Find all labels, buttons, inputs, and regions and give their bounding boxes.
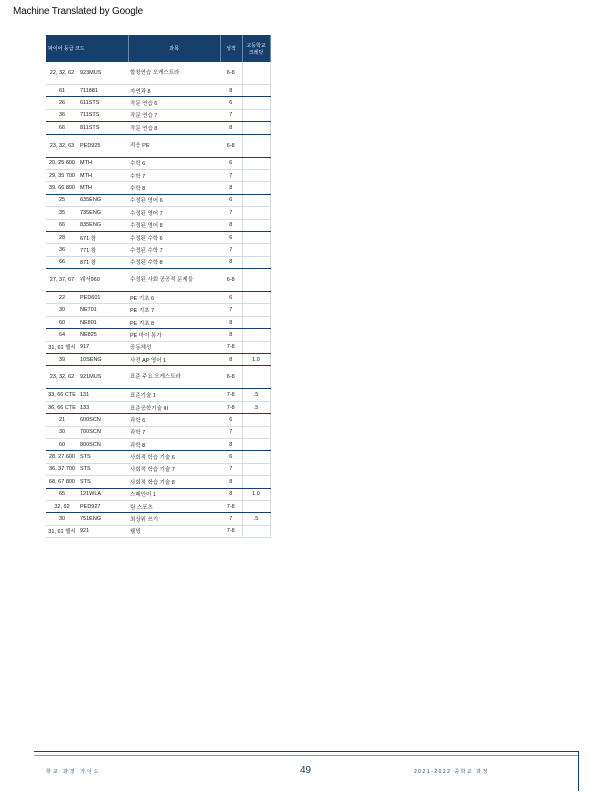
title-cell: 스페인어 1 <box>128 488 220 500</box>
table-row <box>46 354 270 366</box>
title-cell: 표준 주요 오케스트라 <box>128 366 220 389</box>
title-cell: 최상위 쓰기 <box>128 513 220 525</box>
code-cell: 635ENG <box>78 194 128 206</box>
code-cell: STS <box>78 451 128 463</box>
level-cell: 6-8 <box>220 366 242 389</box>
page-number: 49 <box>300 765 312 776</box>
level-cell: 8 <box>220 354 242 366</box>
title-cell: 사회적 학습 기술 6 <box>128 451 220 463</box>
code-cell: 771 참 <box>78 244 128 256</box>
table-row <box>46 134 270 157</box>
level-cell: 6 <box>220 414 242 426</box>
credit-cell <box>242 292 270 304</box>
credit-cell: .5 <box>242 389 270 401</box>
credit-cell <box>242 451 270 463</box>
credit-cell <box>242 366 270 389</box>
code-cell: NE825 <box>78 329 128 341</box>
credit-cell <box>242 97 270 109</box>
table-row <box>46 207 270 219</box>
code-cell: MTH <box>78 182 128 194</box>
level-cell: 8 <box>220 182 242 194</box>
grade-cell: 36 <box>46 244 78 256</box>
credit-cell <box>242 316 270 328</box>
credit-cell <box>242 85 270 97</box>
level-cell: 7 <box>220 463 242 475</box>
grade-cell: 30 <box>46 513 78 525</box>
grade-cell: 66 <box>46 219 78 231</box>
credit-cell <box>242 304 270 316</box>
level-cell: 8 <box>220 438 242 450</box>
table-row <box>46 513 270 525</box>
credit-cell <box>242 341 270 353</box>
level-cell: 7-8 <box>220 401 242 413</box>
table-row <box>46 451 270 463</box>
footer-rule-secondary <box>34 755 578 756</box>
table-row <box>46 109 270 121</box>
title-cell: PE 기초 7 <box>128 304 220 316</box>
credit-cell: 1.0 <box>242 354 270 366</box>
level-cell: 6-8 <box>220 62 242 85</box>
code-cell: MTH <box>78 157 128 169</box>
grade-cell: 68, 67 800 <box>46 476 78 488</box>
title-cell: 공동체성 <box>128 341 220 353</box>
footer-left-text: 학교 과정 가이드 <box>46 769 101 775</box>
level-cell: 7-8 <box>220 500 242 512</box>
footer-right-text: 2021-2022 중학교 과정 <box>414 769 489 775</box>
code-cell: 751ENG <box>78 513 128 525</box>
level-cell: 8 <box>220 476 242 488</box>
credit-cell: 1.0 <box>242 488 270 500</box>
grade-cell: 39 <box>46 354 78 366</box>
table-row <box>46 463 270 475</box>
credit-cell <box>242 463 270 475</box>
table-row <box>46 269 270 292</box>
title-cell: 수학 8 <box>128 182 220 194</box>
code-cell: 923MUS <box>78 62 128 85</box>
credit-cell: .5 <box>242 513 270 525</box>
code-cell: 921MUS <box>78 366 128 389</box>
code-cell: 871 참 <box>78 256 128 268</box>
credit-cell <box>242 414 270 426</box>
title-cell: 수학 6 <box>128 157 220 169</box>
grade-cell: 23, 32, 62 <box>46 366 78 389</box>
credit-cell <box>242 109 270 121</box>
code-cell: 10SENG <box>78 354 128 366</box>
course-table <box>46 35 271 538</box>
credit-cell <box>242 438 270 450</box>
table-row <box>46 401 270 413</box>
header-grade-code: 파이어 등급 코드 <box>46 35 128 62</box>
code-cell: 711STS <box>78 109 128 121</box>
title-cell: 과학 7 <box>128 426 220 438</box>
level-cell: 7 <box>220 304 242 316</box>
table-row <box>46 231 270 243</box>
level-cell: 8 <box>220 488 242 500</box>
credit-cell <box>242 231 270 243</box>
code-cell: STS <box>78 463 128 475</box>
table-row <box>46 244 270 256</box>
code-cell: 131 <box>78 389 128 401</box>
code-cell: 600SCN <box>78 414 128 426</box>
table-header-row <box>46 35 270 62</box>
title-cell: 수정된 사회 공공적 문제들 <box>128 269 220 292</box>
level-cell: 8 <box>220 256 242 268</box>
grade-cell: 61 <box>46 85 78 97</box>
code-cell: PED925 <box>78 134 128 157</box>
credit-cell <box>242 476 270 488</box>
title-cell: 표준기술 1 <box>128 389 220 401</box>
code-cell: 웨서960 <box>78 269 128 292</box>
table-row <box>46 414 270 426</box>
level-cell: 6 <box>220 194 242 206</box>
header-credit: 고등학교 크레딧 <box>242 35 270 62</box>
title-cell: PE 기초 8 <box>128 316 220 328</box>
level-cell: 7 <box>220 426 242 438</box>
credit-cell <box>242 194 270 206</box>
credit-cell <box>242 62 270 85</box>
table-row <box>46 256 270 268</box>
title-cell: 수정된 영어 8 <box>128 219 220 231</box>
table-row <box>46 62 270 85</box>
level-cell: 6 <box>220 157 242 169</box>
credit-cell <box>242 134 270 157</box>
code-cell: 921 <box>78 525 128 537</box>
level-cell: 6-8 <box>220 269 242 292</box>
grade-cell: 27, 37, 67 <box>46 269 78 292</box>
level-cell: 8 <box>220 122 242 134</box>
code-cell: NE801 <box>78 316 128 328</box>
title-cell: PE 기초 6 <box>128 292 220 304</box>
code-cell: 735ENG <box>78 207 128 219</box>
grade-cell: 26 <box>46 97 78 109</box>
header-level: 성적 <box>220 35 242 62</box>
table-row <box>46 500 270 512</box>
level-cell: 6 <box>220 231 242 243</box>
level-cell: 6-8 <box>220 134 242 157</box>
grade-cell: 33, 66 CTE <box>46 389 78 401</box>
grade-cell: 60 <box>46 438 78 450</box>
title-cell: 적응 PE <box>128 134 220 157</box>
table-row <box>46 316 270 328</box>
credit-cell <box>242 329 270 341</box>
code-cell: STS <box>78 476 128 488</box>
grade-cell: 35 <box>46 207 78 219</box>
level-cell: 7-8 <box>220 341 242 353</box>
code-cell: 671 참 <box>78 231 128 243</box>
level-cell: 7 <box>220 109 242 121</box>
footer-vertical-rule <box>578 751 579 791</box>
grade-cell: 31, 61 헬서 <box>46 525 78 537</box>
credit-cell <box>242 219 270 231</box>
code-cell: 917 <box>78 341 128 353</box>
title-cell: 수정된 수학 7 <box>128 244 220 256</box>
table-row <box>46 85 270 97</box>
title-cell: 사회적 학습 기술 8 <box>128 476 220 488</box>
level-cell: 7 <box>220 169 242 181</box>
level-cell: 7-8 <box>220 389 242 401</box>
grade-cell: 65 <box>46 488 78 500</box>
level-cell: 6 <box>220 451 242 463</box>
grade-cell: 36 <box>46 109 78 121</box>
table-row <box>46 329 270 341</box>
title-cell: 사전 AP 영어 1 <box>128 354 220 366</box>
title-cell: 과학 8 <box>128 438 220 450</box>
level-cell: 7-8 <box>220 525 242 537</box>
table-row <box>46 438 270 450</box>
title-cell: PE 마이 통가 <box>128 329 220 341</box>
grade-cell: 21 <box>46 414 78 426</box>
level-cell: 8 <box>220 85 242 97</box>
title-cell: 작문 연습 8 <box>128 122 220 134</box>
grade-cell: 28, 27 600 <box>46 451 78 463</box>
grade-cell: 20, 25 600 <box>46 157 78 169</box>
credit-cell <box>242 426 270 438</box>
credit-cell <box>242 244 270 256</box>
level-cell: 7 <box>220 244 242 256</box>
level-cell: 8 <box>220 329 242 341</box>
title-cell: 과학 6 <box>128 414 220 426</box>
table-body <box>46 62 270 538</box>
title-cell: 자연과 8 <box>128 85 220 97</box>
grade-cell: 31, 61 헬서 <box>46 341 78 353</box>
title-cell: 수학 7 <box>128 169 220 181</box>
code-cell: PED601 <box>78 292 128 304</box>
grade-cell: 64 <box>46 329 78 341</box>
table-row <box>46 122 270 134</box>
grade-cell: 28 <box>46 231 78 243</box>
title-cell: 작문 연습 7 <box>128 109 220 121</box>
grade-cell: 22, 32, 62 <box>46 62 78 85</box>
table-row <box>46 219 270 231</box>
credit-cell <box>242 157 270 169</box>
grade-cell: 39, 66 800 <box>46 182 78 194</box>
table-row <box>46 169 270 181</box>
code-cell: 835ENG <box>78 219 128 231</box>
code-cell: NE701 <box>78 304 128 316</box>
grade-cell: 32, 62 <box>46 500 78 512</box>
title-cell: 수정된 수학 6 <box>128 231 220 243</box>
footer-rule <box>34 751 578 752</box>
table-row <box>46 366 270 389</box>
code-cell: 611STS <box>78 97 128 109</box>
table-row <box>46 341 270 353</box>
level-cell: 6 <box>220 97 242 109</box>
level-cell: 7 <box>220 207 242 219</box>
code-cell: 711881 <box>78 85 128 97</box>
credit-cell <box>242 256 270 268</box>
table-row <box>46 97 270 109</box>
grade-cell: 66 <box>46 122 78 134</box>
table-row <box>46 426 270 438</box>
table-row <box>46 389 270 401</box>
title-cell: 합창연습 오케스트라 <box>128 62 220 85</box>
title-cell: 수정된 영어 6 <box>128 194 220 206</box>
level-cell: 6 <box>220 292 242 304</box>
grade-cell: 22 <box>46 292 78 304</box>
title-cell: 표준공학기술 III <box>128 401 220 413</box>
credit-cell <box>242 122 270 134</box>
credit-cell <box>242 500 270 512</box>
table-row <box>46 488 270 500</box>
level-cell: 8 <box>220 219 242 231</box>
credit-cell <box>242 207 270 219</box>
grade-cell: 30 <box>46 426 78 438</box>
grade-cell: 25 <box>46 194 78 206</box>
title-cell: 웰빙 <box>128 525 220 537</box>
credit-cell <box>242 169 270 181</box>
table-row <box>46 194 270 206</box>
translation-banner: Machine Translated by Google <box>13 6 144 17</box>
code-cell: 811STS <box>78 122 128 134</box>
credit-cell <box>242 525 270 537</box>
grade-cell: 36, 37 700 <box>46 463 78 475</box>
level-cell: 8 <box>220 316 242 328</box>
code-cell: 121WLA <box>78 488 128 500</box>
credit-cell <box>242 182 270 194</box>
title-cell: 작문 연습 6 <box>128 97 220 109</box>
table-row <box>46 304 270 316</box>
code-cell: 800SCN <box>78 438 128 450</box>
credit-cell: .5 <box>242 401 270 413</box>
title-cell: 팀 스포츠 <box>128 500 220 512</box>
code-cell: MTH <box>78 169 128 181</box>
grade-cell: 36, 66 CTE <box>46 401 78 413</box>
table-row <box>46 182 270 194</box>
table-row <box>46 476 270 488</box>
table-row <box>46 292 270 304</box>
grade-cell: 60 <box>46 316 78 328</box>
code-cell: 700SCN <box>78 426 128 438</box>
table-row <box>46 157 270 169</box>
code-cell: 133 <box>78 401 128 413</box>
grade-cell: 29, 35 700 <box>46 169 78 181</box>
title-cell: 수정된 수학 8 <box>128 256 220 268</box>
code-cell: PED927 <box>78 500 128 512</box>
grade-cell: 23, 32, 63 <box>46 134 78 157</box>
title-cell: 수정된 영어 7 <box>128 207 220 219</box>
grade-cell: 30 <box>46 304 78 316</box>
grade-cell: 66 <box>46 256 78 268</box>
table-row <box>46 525 270 537</box>
credit-cell <box>242 269 270 292</box>
title-cell: 사회적 학습 기술 7 <box>128 463 220 475</box>
level-cell: 7 <box>220 513 242 525</box>
header-course: 과목 <box>128 35 220 62</box>
